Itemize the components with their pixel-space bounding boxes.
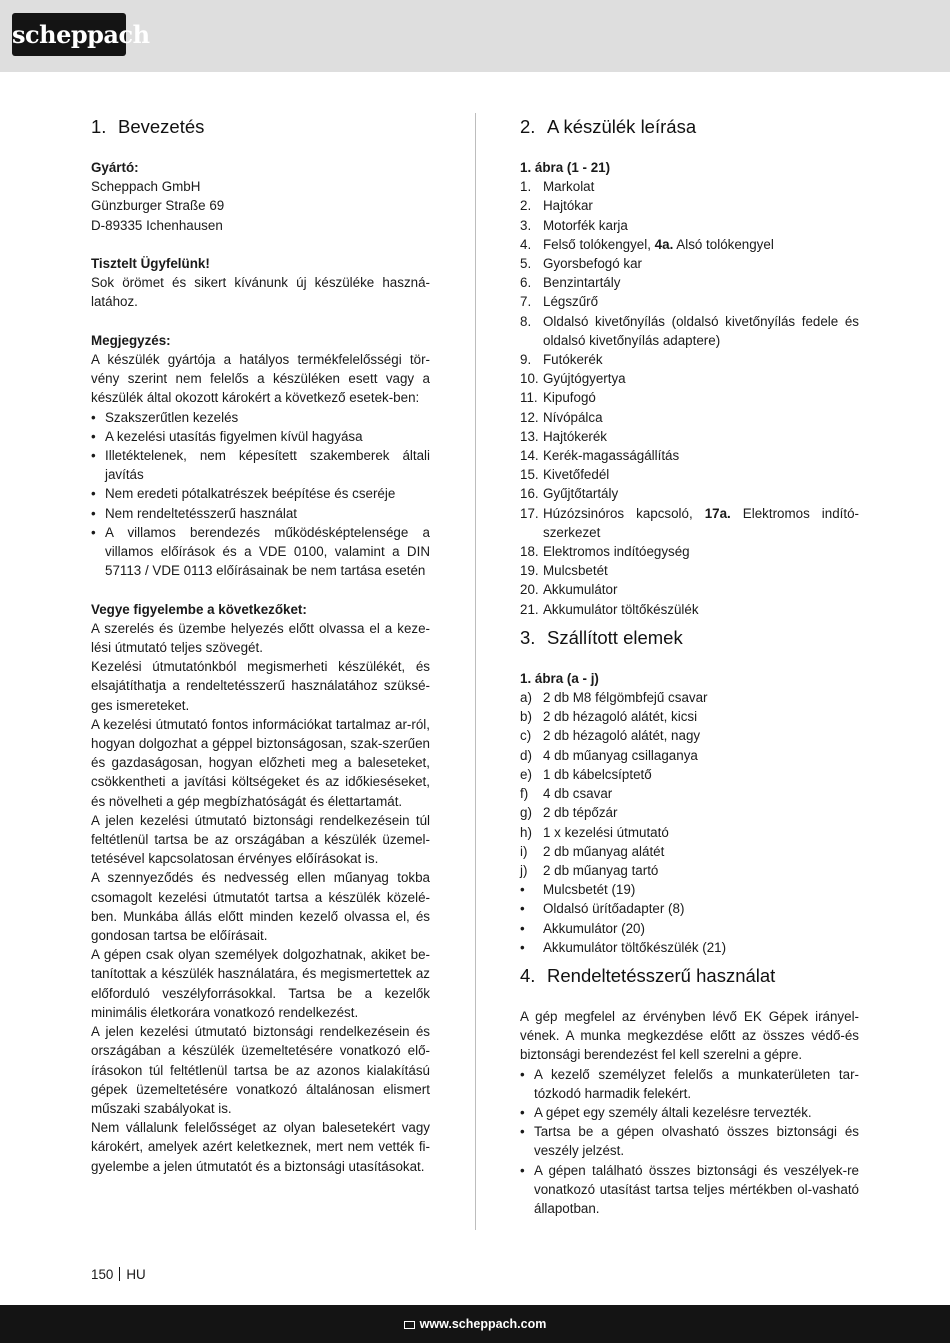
monitor-icon (404, 1321, 415, 1329)
consider-paragraph: A szerelés és üzembe helyezés előtt olvassa el a keze-lési útmutató teljes szövegét. (91, 620, 430, 656)
consider-paragraph: Nem vállalunk felelősséget az olyan balesetekért vagy károkért, amelyek azért keletkeznek, mert nem vették fi-gyelembe a jelen útmutatót és a biztonsági utasításokat. (91, 1120, 430, 1174)
manufacturer-line: D-89335 Ichenhausen (91, 217, 223, 233)
note-item: • A kezelési utasítás figyelmen kívül hagyása (91, 428, 363, 444)
delivery-item: c) 2 db hézagoló alátét, nagy (520, 728, 701, 744)
component-item: 21. Akkumulátor töltőkészülék (520, 601, 699, 617)
column-divider (475, 113, 476, 1230)
language-code: HU (126, 1267, 146, 1282)
delivery-item: b) 2 db hézagoló alátét, kicsi (520, 709, 698, 725)
delivery-item: f) 4 db csavar (520, 786, 613, 802)
manufacturer-label: Gyártó: (91, 160, 139, 175)
manufacturer-line: Günzburger Straße 69 (91, 198, 225, 214)
component-item: 15. Kivetőfedél (520, 467, 610, 483)
component-item: 5. Gyorsbefogó kar (520, 256, 642, 272)
delivery-item: g) 2 db tépőzár (520, 805, 618, 821)
delivery-list (520, 688, 859, 957)
consider-paragraph: Kezelési útmutatónkból megismerheti készülékét, és elsajátíthatja a rendeltetésszerű használatához szüksé-ges ismereteket. (91, 659, 430, 713)
component-item: 2. Hajtókar (520, 198, 593, 214)
delivery-item: d) 4 db műanyag csillaganya (520, 747, 698, 763)
right-column (520, 114, 859, 1218)
consider-paragraph: A jelen kezelési útmutató biztonsági rendelkezésein túl feltétlenül tartsa be az országában a készülék üzemel-tetésével kapcsolatosan érvényes előírásokat is. (91, 812, 430, 867)
component-list (520, 177, 859, 619)
delivery-item: j) 2 db műanyag tartó (520, 862, 659, 878)
delivery-item: • Akkumulátor töltőkészülék (21) (520, 939, 727, 955)
heading-number: 1. (91, 116, 107, 137)
delivery-item: • Oldalsó ürítőadapter (8) (520, 901, 685, 917)
figure-reference: 1. ábra (a - j) (520, 670, 599, 686)
delivery-item: e) 1 db kábelcsíptető (520, 766, 652, 782)
intended-use-item: • A gépen található összes biztonsági és veszélyek-re vonatkozó utasítást tartsa teljes mértékben ol-vasható állapotban. (520, 1162, 859, 1216)
page-number: 150 (91, 1267, 114, 1282)
component-item: 16. Gyűjtőtartály (520, 486, 619, 502)
note-item: • Nem rendeltetésszerű használat (91, 505, 298, 521)
section-3-heading (520, 625, 859, 651)
consider-paragraph: A gépen csak olyan személyek dolgozhatnak, akiket be-tanítottak a készülék használatára, és megismertettek az előforduló veszélyforrásokkal. Tartsa be a kezelők minimális életkorára vonatkozó rendelkezést. (91, 947, 430, 1020)
component-item: 12. Nívópálca (520, 409, 603, 425)
component-item: 7. Légszűrő (520, 294, 599, 310)
heading-number: 3. (520, 626, 536, 648)
component-item: 1. Markolat (520, 179, 595, 195)
page-header (0, 0, 950, 72)
delivery-item: i) 2 db műanyag alátét (520, 843, 665, 859)
component-item: 6. Benzintartály (520, 275, 621, 291)
delivery-item: a) 2 db M8 félgömbfejű csavar (520, 690, 708, 706)
greeting-text: Sok örömet és sikert kívánunk új készüléke haszná-latához. (91, 275, 430, 310)
figure-reference: 1. ábra (1 - 21) (520, 160, 611, 175)
component-item: 18. Elektromos indítóegység (520, 544, 690, 560)
section-4-heading (520, 963, 859, 989)
note-item: • A villamos berendezés működésképtelensége a villamos előírások és a VDE 0100, valamint a DIN 57113 / VDE 0113 előírásainak be nem tartása esetén (91, 524, 430, 579)
scheppach-logo: scheppach (12, 13, 126, 56)
component-item: 13. Hajtókerék (520, 428, 608, 444)
note-label: Megjegyzés: (91, 332, 171, 348)
component-item: 17. Húzózsinóros kapcsoló, 17a. Elektromos indító-szerkezet (520, 505, 859, 540)
component-item: 20. Akkumulátor (520, 582, 618, 598)
website-link[interactable]: www.scheppach.com (419, 1317, 547, 1331)
section-2-heading (520, 114, 859, 140)
consider-paragraph: A jelen kezelési útmutató biztonsági rendelkezésein és országában a készülék üzemeltetésére vonatkozó elő-írásokon túl feltétlenül tartsa be az azonos kialakítású gépek üzemeltetésére vonatkozó általánosan elismert műszaki szabályokat is. (91, 1024, 430, 1116)
heading-number: 2. (520, 116, 536, 137)
component-item: 14. Kerék-magasságállítás (520, 448, 680, 464)
note-item: • Nem eredeti pótalkatrészek beépítése és cseréje (91, 486, 396, 502)
manufacturer-line: Scheppach GmbH (91, 179, 201, 195)
consider-paragraph: A szennyeződés és nedvesség ellen műanyag tokba csomagolt kezelési útmutatót tartsa a készülék közelé-ben. Munkába állás előtt minden kezelő olvassa el, és gondosan tartsa be előírásait. (91, 870, 430, 944)
consider-paragraph: A kezelési útmutató fontos információkat tartalmaz ar-ról, hogyan dolgozhat a géppel biztonságosan, szak-szerűen és gazdaságosan, hogyan előzheti meg a baleseteket, csökkentheti a javítási költségeket és az időkieséseket, és növelheti a gép megbízhatóságát és élettartamát. (91, 716, 430, 809)
component-item: 10. Gyújtógyertya (520, 371, 626, 387)
section-1-heading (91, 114, 430, 140)
consider-label: Vegye figyelembe a következőket: (91, 601, 307, 617)
heading-number: 4. (520, 964, 536, 986)
page-number-footer (91, 1265, 146, 1284)
note-item: • Szakszerűtlen kezelés (91, 409, 239, 425)
component-item: 3. Motorfék karja (520, 217, 628, 233)
note-text: A készülék gyártója a hatályos termékfelelősségi tör-vény szerint nem felelős a készüléken esett vagy a készülék által okozott károkért a következő esetek-ben: (91, 352, 430, 406)
component-item: 4. Felső tolókengyel, 4a. Alsó tolókengyel (520, 236, 774, 252)
greeting: Tisztelt Ügyfelünk! (91, 256, 210, 271)
delivery-item: • Akkumulátor (20) (520, 920, 645, 936)
intended-use-item: • A gépet egy személy általi kezelésre tervezték. (520, 1104, 812, 1120)
intended-use-item: • A kezelő személyzet felelős a munkaterületen tar-tózkodó harmadik felekért. (520, 1066, 859, 1101)
component-item: 8. Oldalsó kivetőnyílás (oldalsó kivetőnyílás fedele és oldalsó kivetőnyílás adaptere) (520, 313, 859, 348)
delivery-item: h) 1 x kezelési útmutató (520, 824, 669, 840)
heading-text: A készülék leírása (547, 116, 697, 137)
component-item: 9. Futókerék (520, 352, 603, 368)
component-item: 11. Kipufogó (520, 390, 596, 406)
component-item: 19. Mulcsbetét (520, 563, 608, 579)
intended-use-intro: A gép megfelel az érvényben lévő EK Gépek irányel-vének. A munka megkezdése előtt az összes védő-és biztonsági berendezést fel kell szerelni a gépre. (520, 1008, 859, 1063)
bottom-bar (0, 1305, 950, 1343)
note-item: • Illetéktelenek, nem képesített szakemberek általi javítás (91, 448, 430, 483)
delivery-item: • Mulcsbetét (19) (520, 882, 636, 898)
heading-text: Szállított elemek (547, 626, 683, 648)
heading-text: Rendeltetésszerű használat (547, 964, 776, 986)
left-column (91, 114, 430, 1176)
heading-text: Bevezetés (118, 116, 205, 137)
intended-use-item: • Tartsa be a gépen olvasható összes biztonsági és veszély jelzést. (520, 1124, 859, 1159)
